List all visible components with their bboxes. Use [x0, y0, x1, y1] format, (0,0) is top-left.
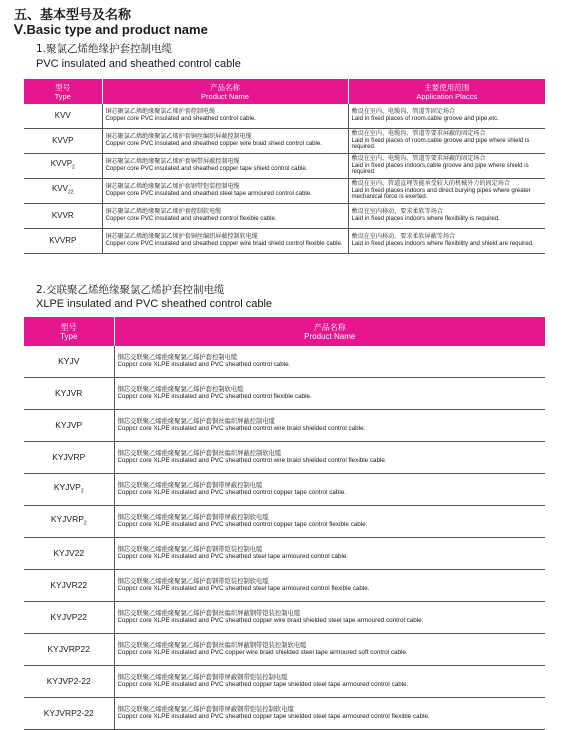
product-name-cell-cn: 铜芯交联聚乙烯绝缘聚氯乙烯护套铜丝编织屏蔽钢带铠装控制软电缆 — [117, 641, 307, 649]
type-code: KVVR — [51, 210, 74, 220]
product-name-cell-cn: 铜芯交联聚乙烯绝缘聚氯乙烯护套铜带屏蔽钢带铠装控制软电缆 — [117, 705, 294, 713]
product-name-cell-cn: 铜芯聚氯乙烯绝缘聚氯乙烯护套铜丝编织屏蔽控制软电缆 — [105, 233, 258, 241]
product-name-cell — [114, 698, 545, 730]
product-name-cell — [114, 570, 545, 602]
type-code: KYJVR22 — [50, 580, 88, 591]
product-name-cell — [114, 538, 545, 570]
type-code: KYJV — [58, 356, 80, 367]
table-row — [24, 179, 545, 204]
type-cell — [24, 129, 102, 154]
table-row — [24, 154, 545, 179]
application-cell — [348, 104, 545, 129]
product-name-cell-cn: 铜芯交联聚乙烯绝缘聚氯乙烯护套铜带屏蔽控制软电缆 — [117, 513, 269, 521]
product-name-cell — [102, 129, 348, 154]
product-name-cell-en: Coppcr core XLPE insulated and PVC sheathed control copper tape control cable. — [117, 488, 347, 496]
type-cell — [24, 634, 114, 666]
product-name-cell — [114, 474, 545, 506]
product-name-cell-en: Coppcr core XLPE insulated and PVC sheathed copper tape shielded steel tape armoured control flexible cable. — [117, 712, 430, 720]
product-name-cell-en: Coppcr core XLPE insulated and PVC sheathed control copper tape control flexible cable. — [117, 520, 368, 528]
product-name-cell — [114, 378, 545, 410]
product-name-header: 产品名称 Product Name — [114, 317, 545, 346]
type-cell — [24, 179, 102, 204]
pvc-cable-table — [24, 79, 545, 254]
application-cell-en: Laid in fixed places indoors where flexibility and shield are required. — [351, 240, 534, 247]
table-row — [24, 698, 545, 730]
table-row — [24, 602, 545, 634]
table-row — [24, 570, 545, 602]
type-code: KVVP — [50, 158, 73, 168]
product-name-cell-en: Copper core PVC insulated and sheathed steel tape armoured control cable. — [105, 190, 312, 197]
page-heading-cn: 五、基本型号及名称 — [14, 8, 132, 23]
type-code: KYJVR — [55, 388, 83, 399]
type-cell — [24, 154, 102, 179]
product-name-cell — [102, 104, 348, 129]
product-name-cell-en: Copper core PVC insulated and sheathed copper wire braid shield control flexible cable. — [105, 240, 343, 247]
product-name-cell — [114, 410, 545, 442]
table-row — [24, 442, 545, 474]
product-name-cell — [114, 666, 545, 698]
type-code: KYJVRP2-22 — [43, 708, 94, 719]
product-name-cell-en: Coppcr core XLPE insulated and PVC sheathed steel tape armoured control flexible cable. — [117, 584, 370, 592]
application-cell-cn: 敷设在室内、电缆沟、管道等要求屏蔽的固定场合 — [351, 154, 486, 162]
page-heading-en: Ⅴ.Basic type and product name — [14, 22, 208, 37]
product-name-cell-en: Coppcr core XLPE insulated and PVC copper wire braid shielded steel tape armoured soft control cable. — [117, 648, 408, 656]
type-cell — [24, 378, 114, 410]
type-header: 型号 Type — [24, 79, 102, 104]
application-cell-en: Laid in fixed places indoors and direct burying pipes where greater mechanical force is exerted. — [351, 186, 531, 201]
product-name-cell-en: Copper core PVC insulated and sheathed copper tape shield control cable. — [105, 165, 308, 172]
type-code: KYJVP22 — [50, 612, 87, 623]
type-code: KYJV22 — [53, 548, 85, 559]
type-cell — [24, 229, 102, 254]
section1-title-cn: 1.聚氯乙烯绝缘护套控制电缆 — [36, 43, 173, 55]
product-name-cell-cn: 铜芯聚氯乙烯绝缘聚氯乙烯护套控制电缆 — [105, 108, 216, 116]
application-cell-en: Laid in fixed places of room.cable groove and pipe,etc. — [351, 115, 499, 122]
product-name-cell-en: Coppcr core XLPE insulated and PVC sheathed copper wire braid shielded steel tape armoured control cable. — [117, 616, 424, 624]
type-cell — [24, 602, 114, 634]
type-header: 型号 Type — [24, 317, 114, 346]
application-header: 主要使用范围 Application Placcs — [348, 79, 545, 104]
product-name-cell-en: Copper core PVC insulated and sheathed control flexible cable. — [105, 215, 277, 222]
product-name-cell-en: Coppcr core XLPE insulated and PVC sheathed control wire braid shielded control flexible cable. — [117, 456, 387, 464]
application-cell-cn: 敷设在室内、电缆沟、管道等固定场合 — [351, 108, 456, 116]
application-cell — [348, 129, 545, 154]
section2-title-en: XLPE insulated and PVC sheathed control cable — [36, 298, 273, 310]
table-row — [24, 538, 545, 570]
type-cell — [24, 570, 114, 602]
type-cell — [24, 506, 114, 538]
application-cell-en: Laid in fixed places indoors where flexibility is required. — [351, 215, 500, 222]
product-name-cell-cn: 铜芯聚氯乙烯绝缘聚氯乙烯护套铜带屏蔽控制电缆 — [105, 158, 240, 166]
application-cell-en: Laid in fixed places of room.cable groove and pipe where shield is required. — [351, 136, 530, 151]
product-name-header: 产品名称 Product Name — [102, 79, 348, 104]
product-name-cell-cn: 铜芯聚氯乙烯绝缘聚氯乙烯护套铜丝编织屏蔽控制电缆 — [105, 133, 252, 141]
product-name-cell-cn: 铜芯交联聚乙烯绝缘聚氯乙烯护套控制电缆 — [117, 353, 238, 361]
product-name-cell-cn: 铜芯交联聚乙烯绝缘聚氯乙烯护套钢带铠装控制电缆 — [117, 545, 263, 553]
table-row — [24, 229, 545, 254]
xlpe-cable-table — [24, 317, 545, 730]
product-name-cell-cn: 铜芯交联聚乙烯绝缘聚氯乙烯护套铜带屏蔽钢带铠装控制电缆 — [117, 673, 288, 681]
type-cell — [24, 346, 114, 378]
table-row — [24, 204, 545, 229]
product-name-cell-en: Copper core PVC insulated and sheathed control cable. — [105, 115, 256, 122]
application-cell — [348, 154, 545, 179]
product-name-cell — [102, 179, 348, 204]
product-name-cell — [114, 634, 545, 666]
table-row — [24, 129, 545, 154]
application-cell-cn: 敷设在室内、电缆沟、管道等要求屏蔽的固定场合 — [351, 129, 486, 137]
product-name-cell-cn: 铜芯交联聚乙烯绝缘聚氯乙烯护套铜带屏蔽控制电缆 — [117, 481, 263, 489]
table-row — [24, 666, 545, 698]
section1-title-en: PVC insulated and sheathed control cable — [36, 58, 241, 70]
table-header-row — [24, 79, 545, 104]
type-cell — [24, 666, 114, 698]
product-name-cell-cn: 铜芯交联聚乙烯绝缘聚氯乙烯护套铜丝编织屏蔽钢带铠装控制电缆 — [117, 609, 301, 617]
product-name-cell — [114, 442, 545, 474]
type-cell — [24, 698, 114, 730]
product-name-cell — [114, 346, 545, 378]
type-code: KVV — [51, 183, 68, 193]
type-code: KVV — [54, 110, 71, 120]
application-cell-cn: 敷设在室内移动，要求柔软屏蔽等场合 — [351, 233, 456, 241]
application-cell-cn: 敷设在室内移动，要求柔软等场合 — [351, 208, 443, 216]
table-row — [24, 506, 545, 538]
type-code: KYJVRP — [52, 452, 86, 463]
type-subscript: 22 — [67, 189, 74, 196]
type-code: KVVP — [52, 135, 74, 145]
product-name-cell-en: Coppcr core XLPE insulated and PVC sheathed steel tape armoured control cable. — [117, 552, 349, 560]
type-cell — [24, 104, 102, 129]
table-row — [24, 410, 545, 442]
type-subscript: 2 — [83, 520, 87, 527]
table-row — [24, 378, 545, 410]
application-cell — [348, 229, 545, 254]
product-name-cell — [114, 602, 545, 634]
type-cell — [24, 442, 114, 474]
application-cell-en: Laid in fixed places indoors,cable groove and pipe where shield is required. — [351, 161, 529, 176]
product-name-cell-cn: 铜芯交联聚乙烯绝缘聚氯乙烯护套铜丝编织屏蔽控制软电缆 — [117, 449, 282, 457]
product-name-cell — [102, 204, 348, 229]
product-name-cell-cn: 铜芯交联聚乙烯绝缘聚氯乙烯护套控制软电缆 — [117, 385, 244, 393]
product-name-cell-en: Copper core PVC insulated and sheathed copper wire braid shieid control cable. — [105, 140, 322, 147]
section2-title-cn: 2.交联聚乙烯绝缘聚氯乙烯护套控制电缆 — [36, 284, 225, 296]
product-name-cell-en: Coppcr core XLPE insulated and PVC sheathed copper tape shielded steel tape armoured control cable. — [117, 680, 409, 688]
product-name-cell — [114, 506, 545, 538]
type-subscript: 2 — [80, 488, 84, 495]
type-cell — [24, 410, 114, 442]
product-name-cell-cn: 铜芯交联聚乙烯绝缘聚氯乙烯护套铜丝编织屏蔽控制电缆 — [117, 417, 275, 425]
product-name-cell-cn: 铜芯交联聚乙烯绝缘聚氯乙烯护套钢带铠装控制软电缆 — [117, 577, 269, 585]
type-cell — [24, 538, 114, 570]
product-name-cell — [102, 229, 348, 254]
product-name-cell-en: Coppcr core XLPE insulated and PVC sheathed control cable. — [117, 360, 291, 368]
type-code: KYJVP2-22 — [46, 676, 91, 687]
product-name-cell-cn: 铜芯聚氯乙烯绝缘聚氯乙烯护套钢带铠装控制电缆 — [105, 183, 240, 191]
table-row — [24, 346, 545, 378]
type-code: KYJVP — [55, 420, 83, 431]
table-row — [24, 474, 545, 506]
type-code: KYJVRP22 — [47, 644, 91, 655]
table-header-row — [24, 317, 545, 346]
type-subscript: 2 — [72, 164, 75, 171]
application-cell — [348, 179, 545, 204]
type-code: KYJVP — [53, 481, 81, 492]
product-name-cell-en: Coppcr core XLPE insulated and PVC sheathed control wire braid shielded control cable. — [117, 424, 366, 432]
type-code: KYJVRP — [50, 513, 84, 524]
type-cell — [24, 474, 114, 506]
type-cell — [24, 204, 102, 229]
table-row — [24, 634, 545, 666]
product-name-cell — [102, 154, 348, 179]
table-row — [24, 104, 545, 129]
product-name-cell-cn: 铜芯聚氯乙烯绝缘聚氯乙烯护套控制软电缆 — [105, 208, 222, 216]
type-code: KVVRP — [49, 235, 77, 245]
application-cell-cn: 敷设在室内、管道直埋等能承受较大的机械外力的固定场合 — [351, 179, 510, 187]
application-cell — [348, 204, 545, 229]
product-name-cell-en: Coppcr core XLPE insulated and PVC sheathed control flexible cable. — [117, 392, 312, 400]
